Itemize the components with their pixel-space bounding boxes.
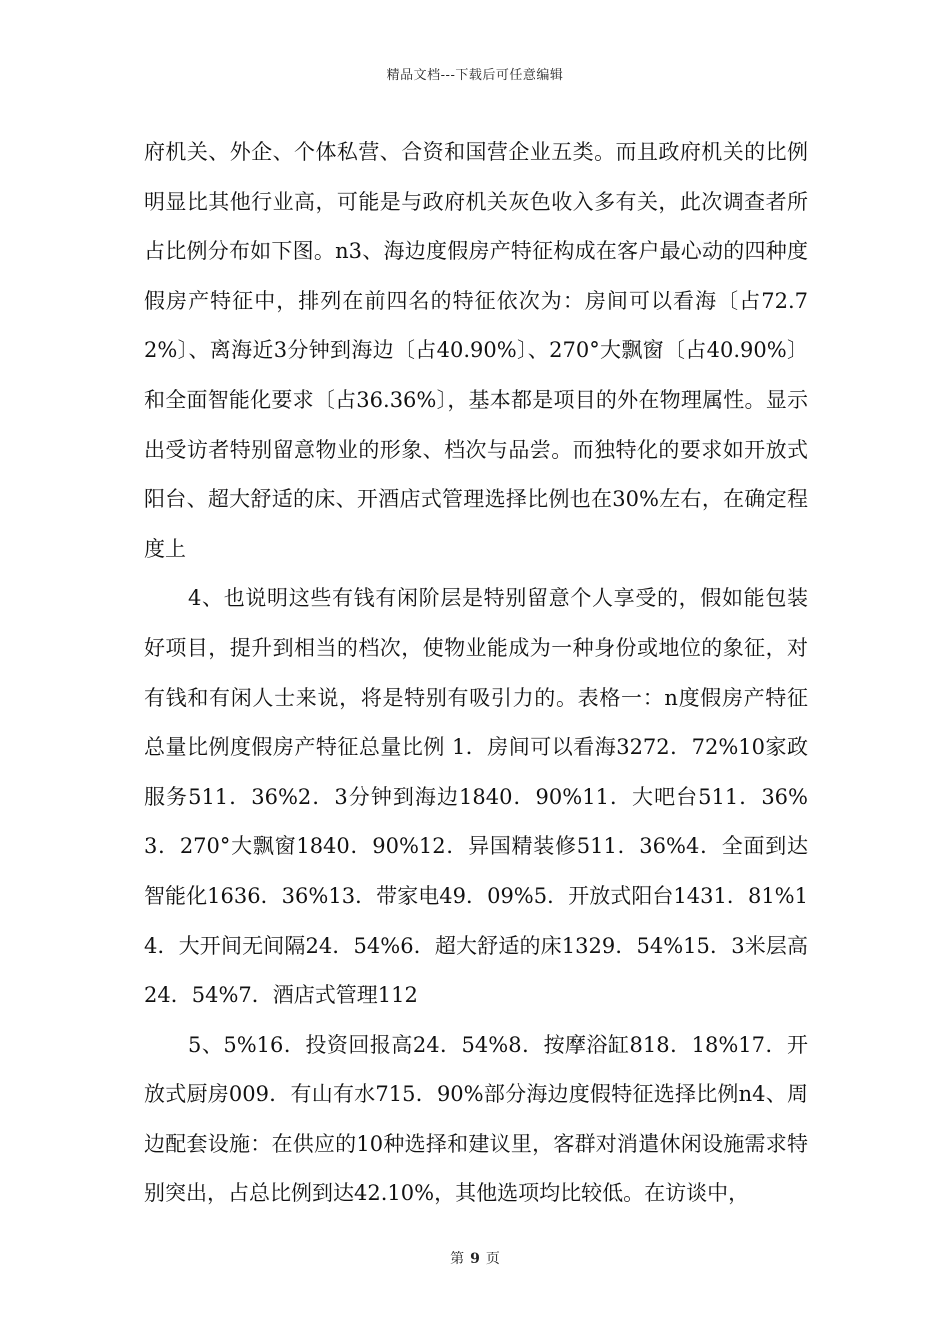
document-body <box>144 128 808 1219</box>
page-footer <box>0 1248 950 1268</box>
paragraph-3: 5、5%16．投资回报高24．54%8．按摩浴缸818．18%17．开放式厨房009．有山有水715．90%部分海边度假特征选择比例n4、周边配套设施：在供应的10种选择和建议里，客群对消遣休闲设施需求特别突出，占总比例到达42.10%，其他选项均比较低。在访谈中， <box>144 1032 808 1206</box>
page-number-prefix: 第 <box>450 1251 465 1267</box>
paragraph-2: 4、也说明这些有钱有闲阶层是特别留意个人享受的，假如能包装好项目，提升到相当的档次，使物业能成为一种身份或地位的象征，对有钱和有闲人士来说，将是特别有吸引力的。表格一：n度假房产特征总量比例度假房产特征总量比例 1．房间可以看海3272．72%10家政服务511．36%2．3分钟到海边1840．90%11．大吧台511．36%3．270°大飘窗1840．90%12．异国精装修511．36%4．全面到达智能化1636．36%13．带家电49．09%5．开放式阳台1431．81%14．大开间无间隔24．54%6．超大舒适的床1329．54%15．3米层高24．54%7．酒店式管理112 <box>144 586 808 1008</box>
page-header: 精品文档---下载后可任意编辑 <box>386 68 564 83</box>
page-number-suffix: 页 <box>485 1251 500 1267</box>
page-number: 9 <box>470 1251 480 1267</box>
paragraph-1: 府机关、外企、个体私营、合资和国营企业五类。而且政府机关的比例明显比其他行业高，可能是与政府机关灰色收入多有关，此次调查者所占比例分布如下图。n3、海边度假房产特征构成在客户最心动的四种度假房产特征中，排列在前四名的特征依次为：房间可以看海〔占72.72%〕、离海近3分钟到海边〔占40.90%〕、270°大飘窗〔占40.90%〕和全面智能化要求〔占36.36%〕，基本都是项目的外在物理属性。显示出受访者特别留意物业的形象、档次与品尝。而独特化的要求如开放式阳台、超大舒适的床、开酒店式管理选择比例也在30%左右，在确定程度上 <box>144 140 808 561</box>
